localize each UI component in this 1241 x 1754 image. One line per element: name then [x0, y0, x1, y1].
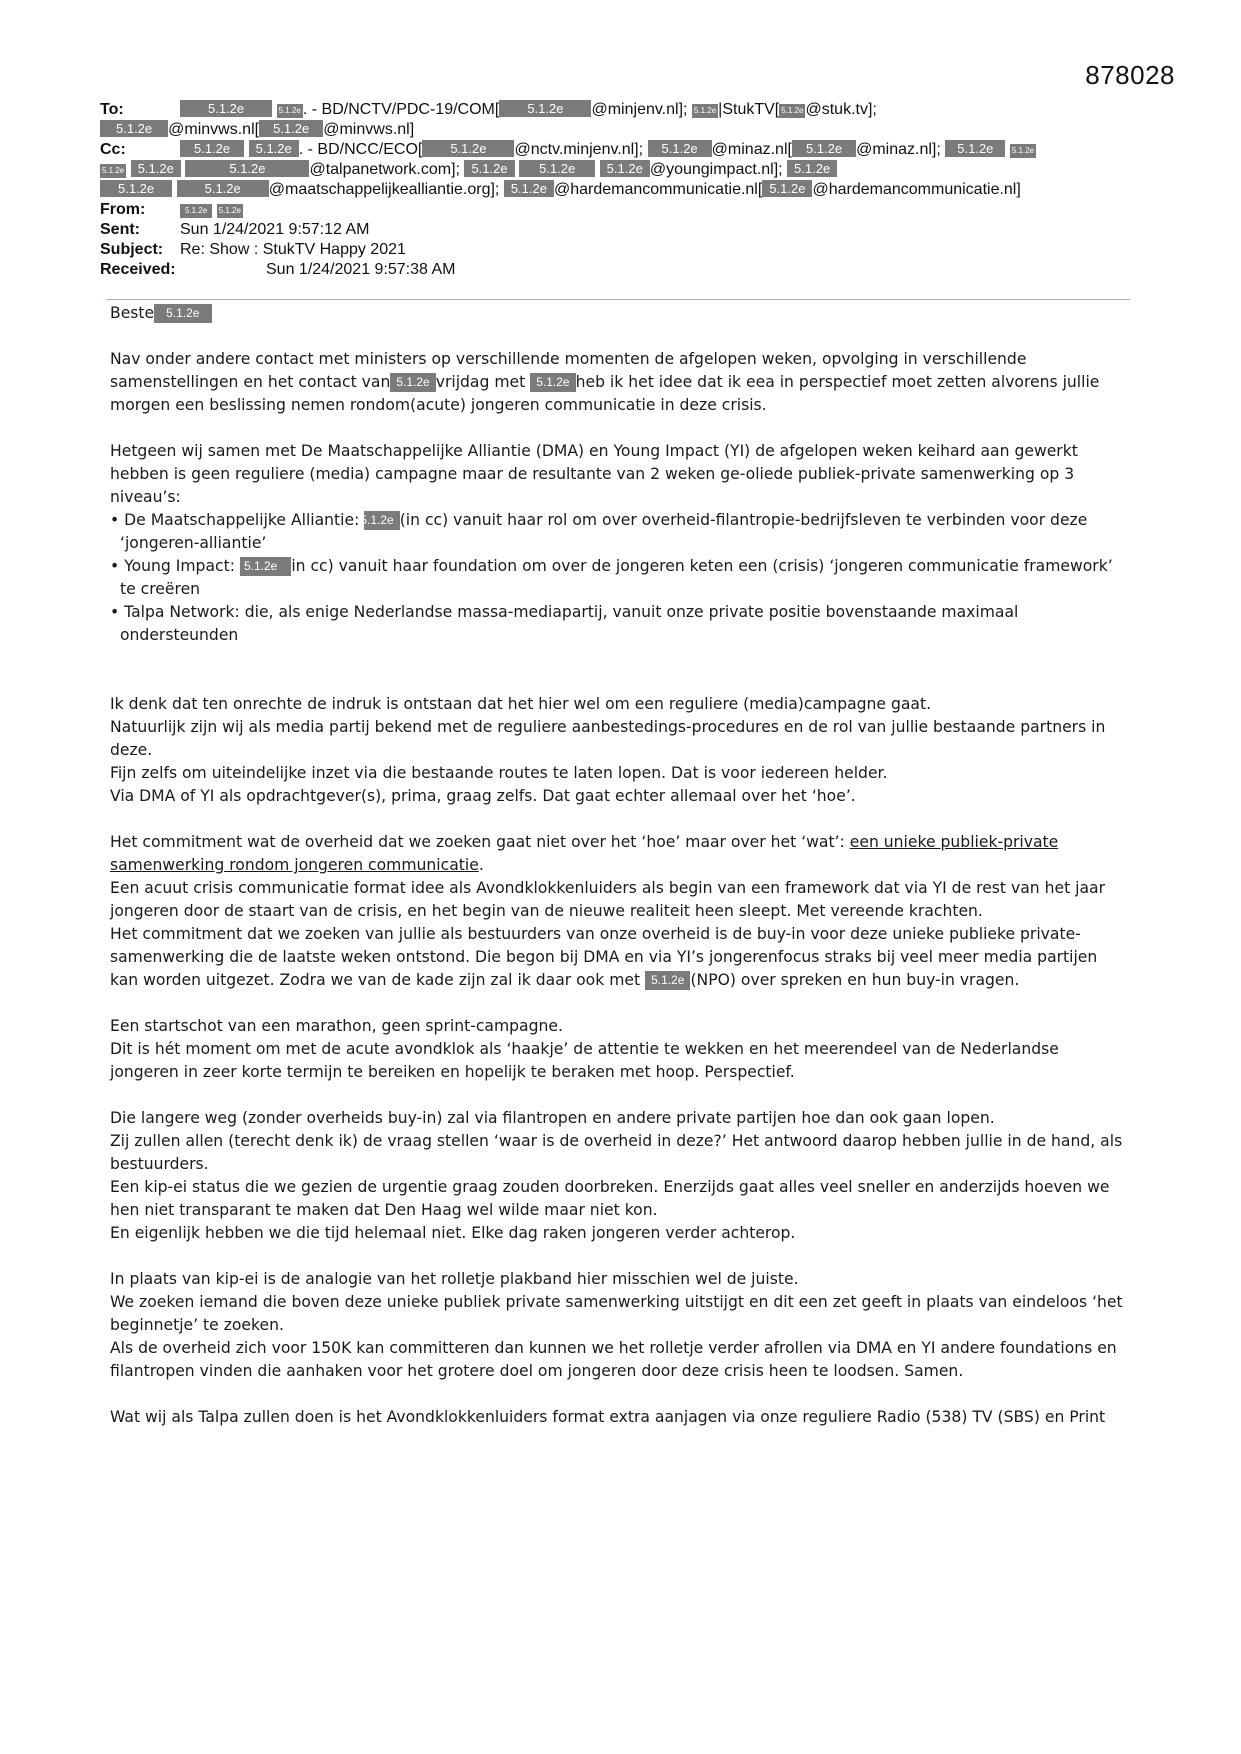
- greeting-text: Beste: [110, 304, 155, 322]
- paragraph-line: Wat wij als Talpa zullen doen is het Avondklokkenluiders format extra aanjagen via onze reguliere Radio (538) TV (SBS) en Print: [110, 1408, 1106, 1426]
- redaction: 5.1.2e: [364, 511, 399, 530]
- paragraph-line: Een acuut crisis communicatie format idee als Avondklokkenluiders als begin van een framework dat via YI de rest van het jaar jongeren door de staart van de crisis, en het begin van de nieuwe realiteit heen sleept. Met vereende krachten.: [110, 879, 1106, 920]
- paragraph-line: Ik denk dat ten onrechte de indruk is ontstaan dat het hier wel om een reguliere (media)campagne gaat.: [110, 695, 932, 713]
- paragraph-line: Een kip-ei status die we gezien de urgentie graag zouden doorbreken. Enerzijds gaat alles veel sneller en anderzijds hoeven we hen niet transparant te maken dat Den Haag wel wilde maar niet kon.: [110, 1178, 1110, 1219]
- cc-recipient-text: @talpanetwork.com];: [309, 161, 460, 178]
- paragraph-line: Zij zullen allen (terecht denk ik) de vraag stellen ‘waar is de overheid in deze?’ Het antwoord daarop hebben jullie in de hand, als bestuurders.: [110, 1132, 1123, 1173]
- cc-line-1: [100, 140, 1140, 160]
- received-value: Sun 1/24/2021 9:57:38 AM: [266, 261, 456, 278]
- cc-recipient-text: @minaz.nl];: [856, 141, 941, 158]
- text: .: [478, 856, 484, 874]
- redaction: 5.1.2e: [390, 373, 435, 392]
- to-recipient-text: @minvws.nl]: [323, 121, 415, 138]
- paragraph-line: Fijn zelfs om uiteindelijke inzet via die bestaande routes te laten lopen. Dat is voor iedereen helder.: [110, 764, 888, 782]
- sent-value: Sun 1/24/2021 9:57:12 AM: [180, 221, 370, 238]
- paragraph-line: We zoeken iemand die boven deze unieke publiek private samenwerking uitstijgt en dit een zet geeft in plaats van eindeloos ‘het beginnetje’ te zoeken.: [110, 1293, 1123, 1334]
- paragraph-line: [110, 831, 1130, 877]
- redaction: 5.1.2e: [131, 160, 181, 177]
- bullet-item: • Talpa Network: die, als enige Nederlandse massa-mediapartij, vanuit onze private positie bovenstaande maximaal ondersteunden: [110, 603, 1019, 644]
- sent-line: [100, 220, 1140, 240]
- redaction: 5.1.2e: [180, 140, 244, 157]
- redaction: 5.1.2e: [792, 140, 856, 157]
- paragraph-line: Een startschot van een marathon, geen sprint-campagne.: [110, 1017, 563, 1035]
- redaction: 5.1.2e: [504, 180, 554, 197]
- to-label: To:: [100, 101, 124, 118]
- text: heb ik het idee dat ik eea in perspectief moet zetten alvorens jullie morgen een beslissing nemen rondom(acute) jongeren communicatie in deze crisis.: [110, 373, 1100, 414]
- subject-line: [100, 240, 1140, 260]
- redaction: 5.1.2e: [240, 557, 291, 576]
- redaction: 5.1.2e: [100, 120, 168, 137]
- redaction: 5.1.2e: [464, 160, 514, 177]
- redaction: 5.1.2e: [180, 204, 212, 218]
- cc-recipient-text: @hardemancommunicatie.nl[: [553, 181, 763, 198]
- subject-value: Re: Show : StukTV Happy 2021: [180, 241, 406, 258]
- greeting: [110, 302, 1130, 325]
- redaction: 5.1.2e: [499, 100, 591, 117]
- paragraph-line: Die langere weg (zonder overheids buy-in) zal via filantropen en andere private partijen hoe dan ook gaan lopen.: [110, 1109, 995, 1127]
- redaction: 5.1.2e: [180, 100, 272, 117]
- sent-label: Sent:: [100, 221, 140, 238]
- paragraph-line: Via DMA of YI als opdrachtgever(s), prima, graag zelfs. Dat gaat echter allemaal over het ‘hoe’.: [110, 787, 856, 805]
- cc-recipient-text: @hardemancommunicatie.nl]: [812, 181, 1021, 198]
- bullet-item: [110, 555, 1130, 601]
- redaction: 5.1.2e: [645, 971, 690, 990]
- redaction: 5.1.2e: [217, 204, 243, 218]
- redaction: 5.1.2e: [1010, 144, 1036, 158]
- redaction: 5.1.2e: [519, 160, 595, 177]
- paragraph-line: Dit is hét moment om met de acute avondklok als ‘haakje’ de attentie te wekken en het meerendeel van de Nederlandse jongeren in zeer korte termijn te bereiken en hopelijk te beraken met hoop. Perspectief.: [110, 1040, 1059, 1081]
- text: (NPO) over spreken en hun buy-in vragen.: [690, 971, 1020, 989]
- cc-recipient-text: @minaz.nl[: [711, 141, 792, 158]
- email-header: [100, 100, 1140, 280]
- redaction: 5.1.2e: [100, 164, 126, 178]
- text: • Young Impact:: [110, 557, 235, 575]
- redaction: 5.1.2e: [185, 160, 309, 177]
- text: vrijdag met: [435, 373, 526, 391]
- to-recipient-text: . - BD/NCTV/PDC-19/COM[: [302, 101, 500, 118]
- text: Het commitment wat de overheid dat we zoeken gaat niet over het ‘hoe’ maar over het ‘wat’:: [110, 833, 845, 851]
- subject-label: Subject:: [100, 241, 164, 258]
- to-recipient-text: @minjenv.nl];: [591, 101, 688, 118]
- to-recipient-text: @stuk.tv];: [805, 101, 877, 118]
- cc-label: Cc:: [100, 141, 126, 158]
- redaction: 5.1.2e: [177, 180, 269, 197]
- underlined-text: een unieke publiek-private samenwerking rondom jongeren communicatie: [110, 833, 1059, 874]
- from-label: From:: [100, 201, 146, 218]
- email-body: [110, 302, 1130, 1429]
- redaction: 5.1.2e: [945, 140, 1005, 157]
- paragraph-line: In plaats van kip-ei is de analogie van het rolletje plakband hier misschien wel de juiste.: [110, 1270, 799, 1288]
- redaction: 5.1.2e: [154, 304, 211, 323]
- document-number: 878028: [1085, 60, 1175, 90]
- paragraph: [110, 348, 1130, 417]
- text: (in cc) vanuit haar rol om over overheid-filantropie-bedrijfsleven te verbinden voor deze ‘jongeren-alliantie’: [120, 511, 1088, 552]
- redaction: 5.1.2e: [259, 120, 323, 137]
- cc-recipient-text: . - BD/NCC/ECO[: [298, 141, 423, 158]
- redaction: 5.1.2e: [530, 373, 575, 392]
- text: Nav onder andere contact met ministers op verschillende momenten de afgelopen weken, opvolging in verschillende samenstellingen en het contact van: [110, 350, 1027, 391]
- to-recipient-text: |StukTV[: [718, 101, 780, 118]
- received-line: [100, 260, 1140, 280]
- to-recipient-text: @minvws.nl[: [168, 121, 260, 138]
- redaction: 5.1.2e: [692, 104, 718, 118]
- redaction: 5.1.2e: [277, 104, 303, 118]
- text: Het commitment dat we zoeken van jullie als bestuurders van onze overheid is de buy-in voor deze unieke publieke private-samenwerking die de laatste weken ontstond. Die begon bij DMA en via YI’s jongerenfocus straks bij veel meer media partijen kan worden uitgezet. Zodra we van de kade zijn zal ik daar ook met: [110, 925, 1098, 989]
- redaction: 5.1.2e: [762, 180, 812, 197]
- text: in cc) vanuit haar foundation om over de jongeren keten een (crisis) ‘jongeren communicatie framework’ te creëren: [120, 557, 1113, 598]
- paragraph-line: [110, 923, 1130, 992]
- redaction: 5.1.2e: [648, 140, 712, 157]
- redaction: 5.1.2e: [779, 104, 805, 118]
- from-line: [100, 200, 1140, 220]
- header-divider: [106, 299, 1130, 300]
- paragraph-line: Als de overheid zich voor 150K kan committeren dan kunnen we het rolletje verder afrollen via DMA en YI andere foundations en filantropen vinden die aanhaken voor het grotere doel om jongeren door deze crisis heen te loodsen. Samen.: [110, 1339, 1117, 1380]
- cc-recipient-text: @nctv.minjenv.nl];: [514, 141, 644, 158]
- to-line-2: [100, 120, 1140, 140]
- text: • De Maatschappelijke Alliantie:: [110, 511, 360, 529]
- cc-recipient-text: @maatschappelijkealliantie.org];: [268, 181, 500, 198]
- redaction: 5.1.2e: [787, 160, 837, 177]
- to-line-1: [100, 100, 1140, 120]
- redaction: 5.1.2e: [249, 140, 299, 157]
- bullet-item: [110, 509, 1130, 555]
- paragraph-line: En eigenlijk hebben we die tijd helemaal niet. Elke dag raken jongeren verder achterop.: [110, 1224, 796, 1242]
- paragraph: Hetgeen wij samen met De Maatschappelijke Alliantie (DMA) en Young Impact (YI) de afgelopen weken keihard aan gewerkt hebben is geen reguliere (media) campagne maar de resultante van 2 weken ge-oliede publiek-private samenwerking op 3 niveau’s:: [110, 442, 1078, 506]
- cc-line-2: [100, 160, 1140, 180]
- cc-line-3: [100, 180, 1140, 200]
- redaction: 5.1.2e: [422, 140, 514, 157]
- redaction: 5.1.2e: [600, 160, 650, 177]
- cc-recipient-text: @youngimpact.nl];: [649, 161, 783, 178]
- redaction: 5.1.2e: [100, 180, 172, 197]
- received-label: Received:: [100, 261, 176, 278]
- paragraph-line: Natuurlijk zijn wij als media partij bekend met de reguliere aanbestedings-procedures en de rol van jullie bestaande partners in deze.: [110, 718, 1106, 759]
